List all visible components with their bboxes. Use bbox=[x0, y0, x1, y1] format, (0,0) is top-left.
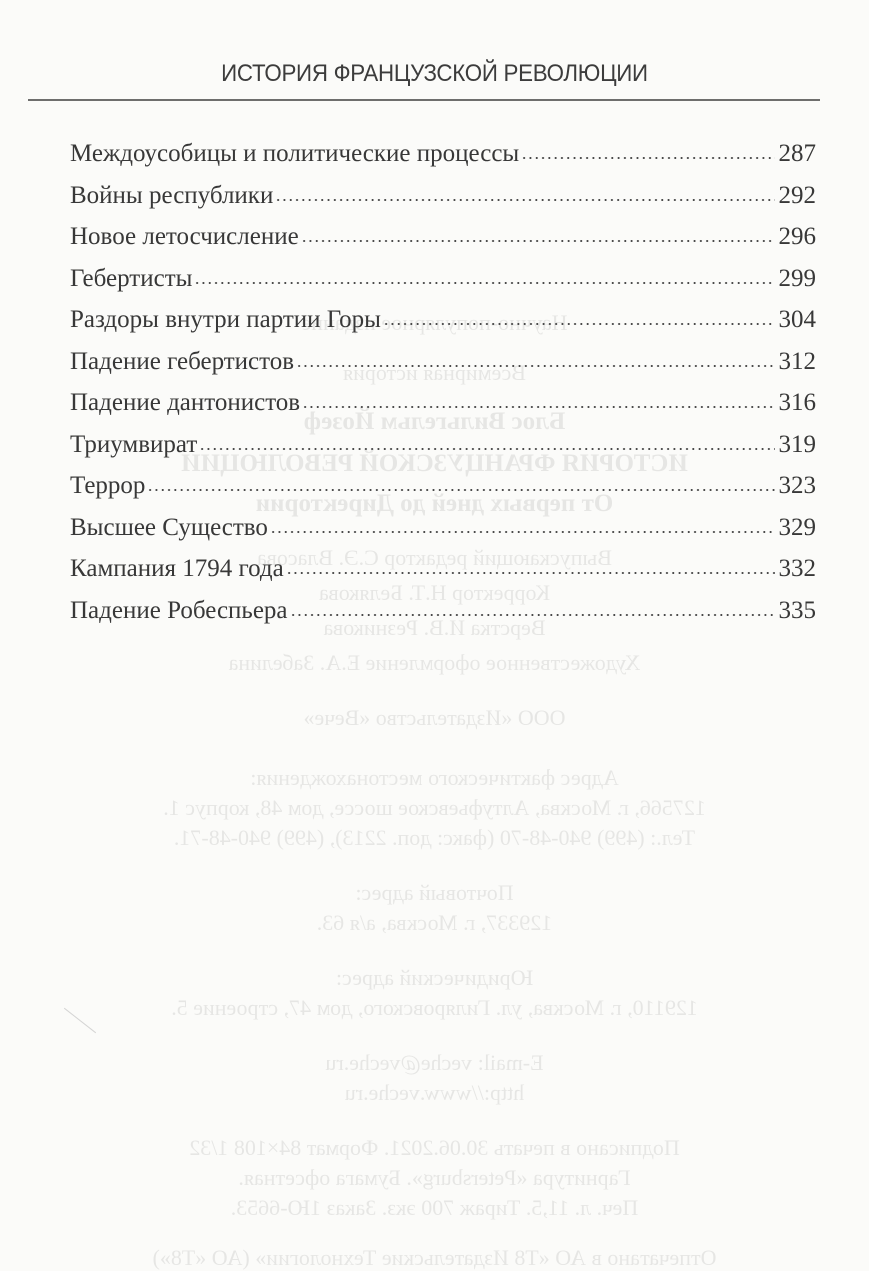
dot-leader bbox=[194, 261, 774, 286]
show-through-line: 129110, г. Москва, ул. Гиляровского, дом 47, строение 5. bbox=[171, 995, 698, 1020]
dot-leader bbox=[147, 468, 774, 493]
dot-leader bbox=[383, 302, 775, 327]
toc-entry-page: 323 bbox=[778, 472, 816, 499]
show-through-line: Отпечатано в АО «Т8 Издательские Технологии» (АО «Т8») bbox=[152, 1245, 717, 1270]
toc-entry bbox=[70, 341, 816, 383]
dot-leader bbox=[199, 427, 774, 452]
toc-entry-page: 332 bbox=[778, 555, 816, 582]
show-through-line: Художественное оформление Е.А. Забелина bbox=[228, 650, 641, 675]
show-through-line: Верстка И.В. Резникова bbox=[323, 615, 546, 640]
show-through-line: ИСТОРИЯ ФРАНЦУЗСКОЙ РЕВОЛЮЦИИ bbox=[181, 450, 688, 477]
show-through-line: Выпускающий редактор С.Э. Власова bbox=[257, 545, 612, 570]
toc-entry-page: 312 bbox=[778, 347, 816, 375]
toc-entry-page: 329 bbox=[778, 513, 816, 541]
show-through-line: Гарнитура «Petersburg». Бумага офсетная. bbox=[238, 1165, 631, 1190]
table-of-contents bbox=[70, 133, 816, 631]
toc-entry bbox=[70, 258, 816, 300]
show-through-line: Всемирная история bbox=[342, 360, 527, 385]
toc-entry-title: Высшее Существо bbox=[70, 513, 268, 541]
toc-entry-title: Падение Робеспьера bbox=[70, 596, 288, 624]
toc-entry-title: Террор bbox=[70, 472, 146, 499]
show-through-line: ООО «Издательство «Вече» bbox=[303, 705, 566, 730]
toc-entry-page: 304 bbox=[778, 306, 816, 333]
toc-entry bbox=[70, 175, 816, 217]
toc-entry-page: 287 bbox=[778, 140, 816, 167]
toc-entry-title: Междоусобицы и политические процессы bbox=[70, 140, 520, 167]
toc-entry-page: 316 bbox=[778, 389, 816, 416]
toc-entry-title: Новое летосчисление bbox=[70, 223, 299, 250]
running-head-rule bbox=[28, 99, 820, 101]
toc-entry bbox=[70, 548, 816, 590]
toc-entry bbox=[70, 590, 816, 632]
show-through-line: Почтовый адрес: bbox=[355, 880, 514, 905]
dot-leader bbox=[286, 551, 775, 576]
toc-entry-title: Гебертисты bbox=[70, 264, 193, 292]
show-through-line: Тел.: (499) 940-48-70 (факс: доп. 2213), (499) 940-48-71. bbox=[173, 825, 696, 850]
show-through-line: E-mail: veche@veche.ru bbox=[325, 1050, 544, 1075]
toc-entry-page: 319 bbox=[778, 430, 816, 458]
show-through-line: Печ. л. 11,5. Тираж 700 экз. Заказ 1Ю-6653. bbox=[230, 1195, 639, 1220]
dot-leader bbox=[296, 344, 774, 369]
toc-entry bbox=[70, 133, 816, 175]
running-head: ИСТОРИЯ ФРАНЦУЗСКОЙ РЕВОЛЮЦИИ bbox=[221, 60, 648, 87]
show-through-line: От первых дней до Директории bbox=[255, 490, 614, 517]
show-through-line: Блос Вильгельм Йозеф bbox=[303, 408, 566, 435]
dot-leader bbox=[270, 510, 775, 535]
toc-entry bbox=[70, 465, 816, 507]
dot-leader bbox=[521, 136, 774, 161]
toc-entry-page: 296 bbox=[778, 223, 816, 250]
toc-entry-page: 292 bbox=[778, 181, 816, 209]
paper-scratch-mark bbox=[64, 1008, 96, 1033]
show-through-line: http://www.veche.ru bbox=[344, 1080, 525, 1105]
toc-entry-page: 299 bbox=[778, 264, 816, 292]
toc-entry-title: Падение дантонистов bbox=[70, 389, 301, 416]
show-through-line: Подписано в печать 30.06.2021. Формат 84×108 1/32 bbox=[189, 1135, 680, 1160]
toc-entry bbox=[70, 424, 816, 466]
dot-leader bbox=[290, 593, 775, 618]
toc-entry bbox=[70, 216, 816, 258]
dot-leader bbox=[302, 385, 774, 410]
show-through-line: Адрес фактического местонахождения: bbox=[250, 765, 619, 790]
toc-entry-title: Падение гебертистов bbox=[70, 347, 295, 375]
toc-entry-title: Раздоры внутри партии Горы bbox=[70, 306, 381, 333]
show-through-line: 127566, г. Москва, Алтуфьевское шоссе, дом 48, корпус 1. bbox=[163, 795, 706, 820]
toc-entry bbox=[70, 299, 816, 341]
dot-leader bbox=[275, 178, 774, 203]
toc-entry-title: Войны республики bbox=[70, 181, 274, 209]
toc-entry bbox=[70, 382, 816, 424]
show-through-line: Корректор Н.Т. Белякова bbox=[318, 580, 551, 605]
toc-entry-title: Кампания 1794 года bbox=[70, 555, 284, 582]
toc-entry bbox=[70, 507, 816, 549]
show-through-line: 129337, г. Москва, а/я 63. bbox=[316, 910, 553, 935]
toc-entry-title: Триумвират bbox=[70, 430, 198, 458]
dot-leader bbox=[301, 219, 775, 244]
show-through-line: Научно-популярное издание bbox=[301, 310, 568, 335]
show-through-line: Юридический адрес: bbox=[335, 965, 534, 990]
toc-entry-page: 335 bbox=[778, 596, 816, 624]
